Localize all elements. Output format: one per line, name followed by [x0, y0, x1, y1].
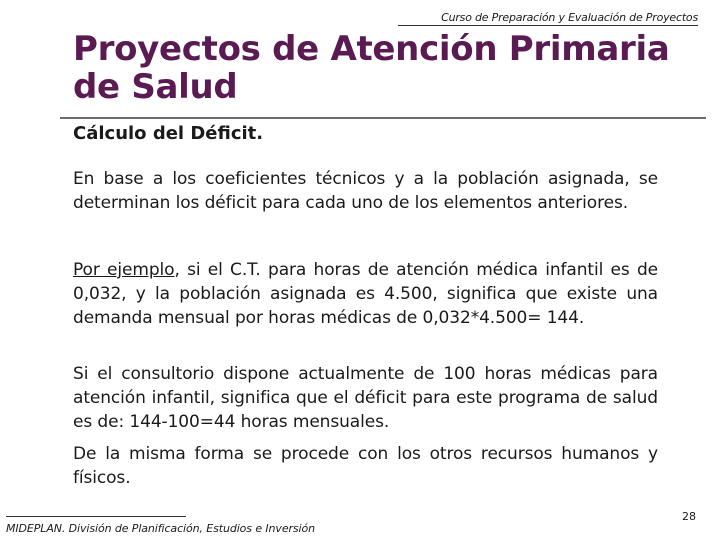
course-header: Curso de Preparación y Evaluación de Proyectos	[398, 11, 698, 26]
example-lead: Por ejemplo	[73, 260, 175, 280]
title-divider	[60, 117, 706, 119]
paragraph-intro: En base a los coeficientes técnicos y a la población asignada, se determinan los déficit para cada uno de los elementos anteriores.	[73, 169, 658, 213]
paragraph-deficit: Si el consultorio dispone actualmente de 100 horas médicas para atención infantil, significa que el déficit para este programa de salud es de: 144-100=44 horas mensuales.	[73, 364, 658, 432]
slide-title	[73, 30, 693, 106]
page-number: 28	[682, 510, 696, 523]
paragraph-conclusion: De la misma forma se procede con los otros recursos humanos y físicos.	[73, 444, 658, 488]
paragraph-example	[73, 258, 658, 330]
footer-source: MIDEPLAN. División de Planificación, Estudios e Inversión	[6, 522, 315, 535]
footer-divider	[6, 516, 186, 517]
slide-title-line-2: de Salud	[73, 67, 238, 107]
example-text: , si el C.T. para horas de atención médica infantil es de 0,032, y la población asignada es 4.500, significa que existe una demanda mensual por horas médicas de 0,032*4.500= 144.	[73, 260, 658, 328]
slide-title-line-1: Proyectos de Atención Primaria	[73, 29, 670, 69]
section-subtitle: Cálculo del Déficit.	[73, 123, 264, 144]
